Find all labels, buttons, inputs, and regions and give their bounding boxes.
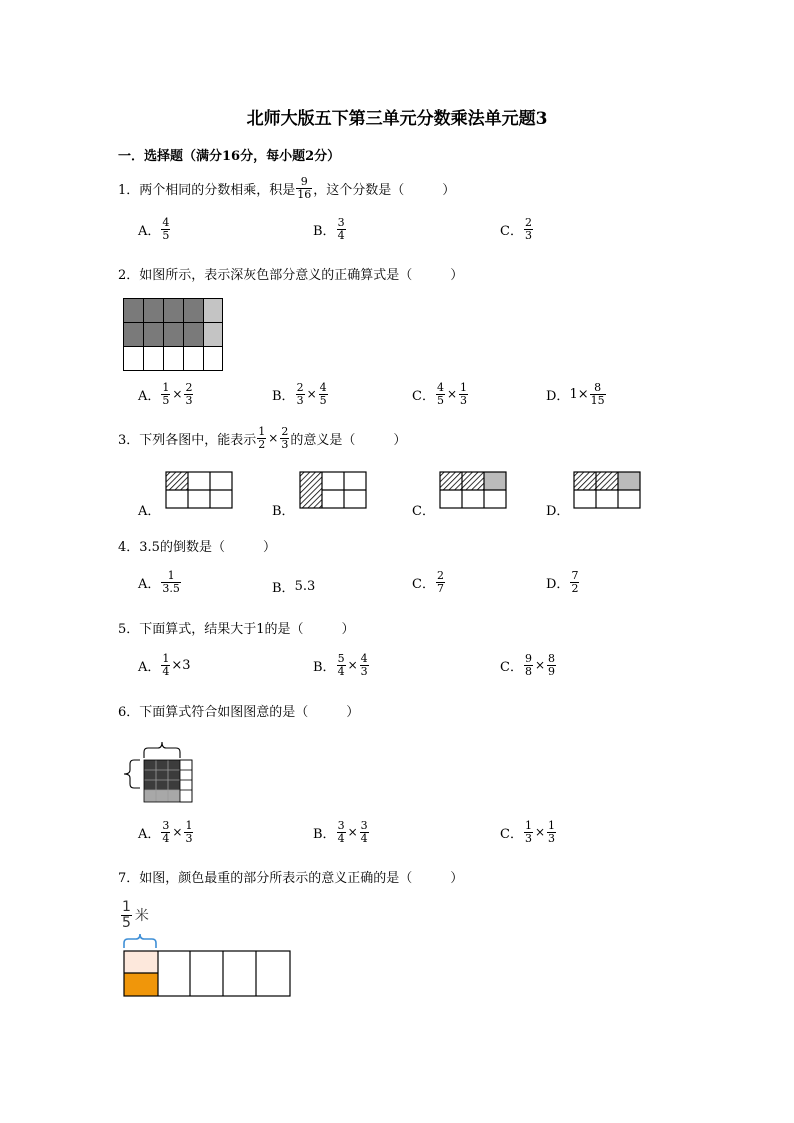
question-7 xyxy=(118,867,463,886)
question-6 xyxy=(118,701,359,720)
option-label: A． xyxy=(138,388,161,404)
q7-stem-close: ） xyxy=(450,871,464,886)
question-2 xyxy=(118,264,463,283)
q5-option-c[interactable]: C． $\frac{9}{8}$ × $\frac{8}{9}$ xyxy=(500,652,556,678)
page-title: 北师大版五下第三单元分数乘法单元题3 xyxy=(246,109,548,129)
option-label: A． xyxy=(138,576,161,592)
q4-stem-close: ） xyxy=(262,540,276,555)
q2-option-d[interactable]: D．1× $\frac{8}{15}$ xyxy=(546,381,605,407)
option-label: B． xyxy=(272,581,295,596)
q7-stem: 7．如图，颜色最重的部分所表示的意义正确的是（ xyxy=(118,871,413,886)
peach-region xyxy=(124,951,158,973)
question-3: 3．下列各图中，能表示 $\frac{1}{2}$ × $\frac{2}{3}$ 的意义是（ ） xyxy=(118,425,407,451)
q3-option-b[interactable] xyxy=(272,500,295,519)
q1-stem-after: ，这个分数是（ xyxy=(313,182,405,198)
q1-stem-close: ） xyxy=(442,182,456,198)
option-label: C． xyxy=(412,388,435,404)
q3-option-d[interactable] xyxy=(546,500,569,519)
option-label: B． xyxy=(313,659,336,675)
option-label: B． xyxy=(313,826,336,842)
q2-option-c[interactable]: C． $\frac{4}{5}$ × $\frac{1}{3}$ xyxy=(412,381,468,407)
option-label: B． xyxy=(313,223,336,239)
left-brace xyxy=(124,760,140,788)
q5-stem-close: ） xyxy=(341,622,355,637)
question-5 xyxy=(118,618,355,637)
q3-figure-a xyxy=(165,471,235,511)
q6-option-b[interactable]: B． $\frac{3}{4}$ × $\frac{3}{4}$ xyxy=(313,819,368,845)
q6-stem: 6．下面算式符合如图图意的是（ xyxy=(118,705,309,720)
option-label: A． xyxy=(138,223,161,239)
option-prefix: 1× xyxy=(569,386,589,402)
option-label: C． xyxy=(412,576,435,592)
gray-region xyxy=(144,790,180,802)
q2-option-b[interactable]: B． $\frac{2}{3}$ × $\frac{4}{5}$ xyxy=(272,381,327,407)
option-label: C． xyxy=(500,659,523,675)
q1-option-b[interactable] xyxy=(313,217,347,241)
q1-option-c[interactable] xyxy=(500,217,534,241)
option-label: C． xyxy=(500,223,523,239)
option-label: A． xyxy=(138,659,161,675)
q4-option-a[interactable]: A． $\frac{1}{3.5}$ xyxy=(138,569,180,595)
q3-figure-b xyxy=(299,471,369,511)
q2-stem-close: ） xyxy=(450,268,464,283)
option-label: B． xyxy=(272,388,295,404)
q3-stem-before: 3．下列各图中，能表示 xyxy=(118,432,257,448)
q3-option-a[interactable] xyxy=(138,500,160,519)
option-label: D． xyxy=(546,576,570,592)
q2-option-a[interactable]: A． $\frac{1}{5}$ × $\frac{2}{3}$ xyxy=(138,381,193,407)
q2-stem: 2．如图所示，表示深灰色部分意义的正确算式是（ xyxy=(118,268,413,283)
top-brace xyxy=(144,742,180,758)
option-fraction: $\frac{4}{5}$ xyxy=(162,216,170,242)
q6-stem-close: ） xyxy=(346,705,360,720)
option-label: D． xyxy=(546,388,570,404)
option-text: 5.3 xyxy=(294,579,316,594)
q1-stem-before: 1．两个相同的分数相乘，积是 xyxy=(118,182,296,198)
question-1 xyxy=(118,176,455,200)
q6-option-a[interactable]: A． $\frac{3}{4}$ × $\frac{1}{3}$ xyxy=(138,819,193,845)
q3-figure-c xyxy=(439,471,509,511)
option-label: B． xyxy=(272,504,295,519)
option-label: A． xyxy=(138,826,161,842)
figure-unit: 米 xyxy=(134,908,149,925)
q1-stem-fraction: $\frac{9}{16}$ xyxy=(297,175,312,201)
q7-figure-label: $\frac{1}{5}$ 米 xyxy=(122,899,149,931)
option-label: C． xyxy=(500,826,523,842)
q6-grid-figure xyxy=(124,738,198,808)
option-fraction: $\frac{3}{4}$ xyxy=(337,216,345,242)
section-heading: 一．选择题（满分16分，每小题2分） xyxy=(118,149,341,164)
q4-option-b[interactable] xyxy=(272,577,315,596)
option-suffix: ×3 xyxy=(171,657,191,673)
q7-strip-figure xyxy=(122,934,294,1000)
option-fraction: $\frac{2}{3}$ xyxy=(524,216,532,242)
q3-option-c[interactable] xyxy=(412,500,435,519)
q5-stem: 5．下面算式，结果大于1的是（ xyxy=(118,622,304,637)
black-region xyxy=(144,760,180,790)
q5-option-b[interactable]: B． $\frac{5}{4}$ × $\frac{4}{3}$ xyxy=(313,652,368,678)
q2-grid-figure xyxy=(123,298,225,372)
q4-stem: 4．3.5的倒数是（ xyxy=(118,540,225,555)
q5-option-a[interactable]: A． $\frac{1}{4}$ ×3 xyxy=(138,652,191,678)
q1-option-a[interactable] xyxy=(138,217,171,241)
q3-stem-close: ） xyxy=(393,432,407,448)
option-label: A． xyxy=(138,504,161,519)
option-label: C． xyxy=(412,504,435,519)
q4-option-d[interactable]: D． $\frac{7}{2}$ xyxy=(546,569,579,595)
blue-brace xyxy=(124,934,156,948)
option-label: D． xyxy=(546,504,570,519)
q4-option-c[interactable]: C． $\frac{2}{7}$ xyxy=(412,569,444,595)
q6-option-c[interactable]: C． $\frac{1}{3}$ × $\frac{1}{3}$ xyxy=(500,819,556,845)
orange-region xyxy=(124,973,158,996)
q3-figure-d xyxy=(573,471,643,511)
question-4 xyxy=(118,536,276,555)
q3-stem-after: 的意义是（ xyxy=(290,432,356,448)
